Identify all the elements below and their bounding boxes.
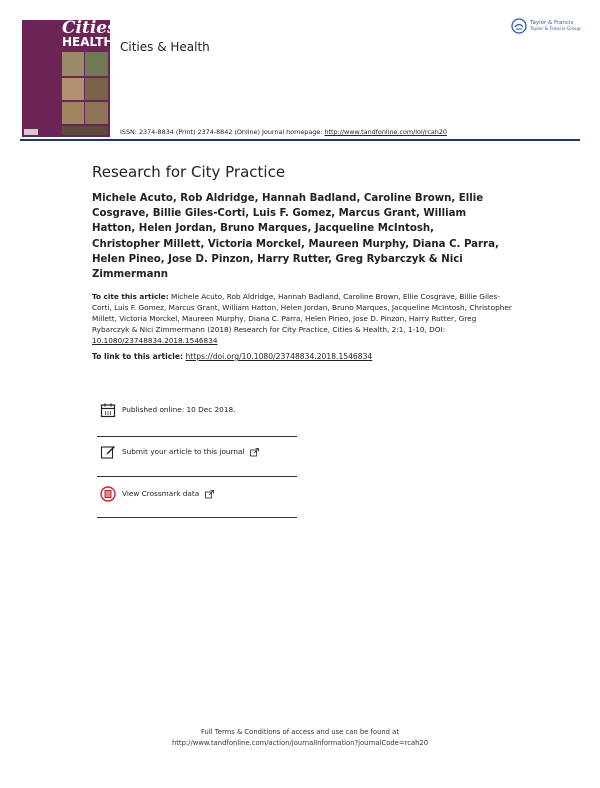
submit-article-link[interactable]: Submit your article to this journal	[122, 447, 245, 456]
citation-label: To cite this article:	[92, 292, 169, 301]
external-link-icon	[250, 448, 259, 457]
doi-link[interactable]: 10.1080/23748834.2018.1546834	[92, 336, 218, 345]
publisher-logo-small	[24, 129, 38, 135]
publisher-name: Taylor & Francis	[530, 20, 574, 26]
footer-terms: Full Terms & Conditions of access and use can be found at	[201, 728, 399, 736]
article-title: Research for City Practice	[92, 163, 286, 181]
article-link-line	[92, 352, 372, 361]
info-divider	[97, 517, 297, 518]
footer-terms-url[interactable]: http://www.tandfonline.com/action/journalInformation?journalCode=rcah20	[171, 739, 429, 747]
edit-icon	[100, 444, 116, 460]
external-link-icon	[205, 490, 214, 499]
cover-title: Cities	[62, 18, 117, 38]
cover-subtitle: HEALTH	[62, 35, 114, 49]
link-label: To link to this article:	[92, 352, 184, 361]
submit-article-row[interactable]	[100, 444, 259, 460]
issn-text: ISSN: 2374-8834 (Print) 2374-8842 (Online) Journal homepage:	[120, 128, 323, 136]
taylor-francis-logo	[511, 16, 583, 38]
citation-block	[92, 291, 512, 346]
journal-cover-image	[22, 18, 117, 137]
issn-line	[120, 128, 447, 136]
calendar-icon	[100, 402, 116, 418]
info-divider	[97, 436, 297, 437]
crossmark-icon	[100, 486, 116, 502]
cover-photo	[85, 102, 108, 124]
journal-name[interactable]: Cities & Health	[120, 40, 210, 54]
cover-photo	[62, 52, 84, 76]
publisher-group: Taylor & Francis Group	[530, 27, 581, 32]
cover-photo	[62, 102, 84, 124]
article-doi-url[interactable]: https://doi.org/10.1080/23748834.2018.1546834	[185, 352, 373, 361]
published-online-row	[100, 402, 235, 418]
cover-photo	[85, 78, 108, 100]
header-divider	[20, 139, 580, 141]
cover-photo	[62, 126, 108, 135]
info-divider	[97, 476, 297, 477]
crossmark-link[interactable]: View Crossmark data	[122, 489, 200, 498]
cover-photo	[85, 52, 108, 76]
crossmark-row[interactable]	[100, 486, 214, 502]
published-date: Published online: 10 Dec 2018.	[122, 405, 236, 414]
taylor-francis-logo-icon	[511, 18, 527, 34]
cover-photo	[62, 78, 84, 100]
citation-text: Michele Acuto, Rob Aldridge, Hannah Badland, Caroline Brown, Ellie Cosgrave, Billie Giles-Corti, Luis F. Gomez, Marcus Grant, William Hatton, Helen Jordan, Bruno Marques, Jacqueline McIntosh, Christopher Millett, Victoria Morckel, Maureen Murphy, Diana C. Parra, Helen Pineo, Jose D. Pinzon, Harry Rutter, Greg Rybarczyk & Nici Zimmermann (2018) Research for City Practice, Cities & Health, 2:1, 1-10, DOI:	[92, 292, 512, 334]
journal-homepage-link[interactable]: http://www.tandfonline.com/loi/rcah20	[324, 128, 447, 136]
article-authors: Michele Acuto, Rob Aldridge, Hannah Badland, Caroline Brown, Ellie Cosgrave, Billie Giles-Corti, Luis F. Gomez, Marcus Grant, William Hatton, Helen Jordan, Bruno Marques, Jacqueline McIntosh, Christopher Millett, Victoria Morckel, Maureen Murphy, Diana C. Parra, Helen Pineo, Jose D. Pinzon, Harry Rutter, Greg Rybarczyk & Nici Zimmermann	[92, 193, 499, 281]
